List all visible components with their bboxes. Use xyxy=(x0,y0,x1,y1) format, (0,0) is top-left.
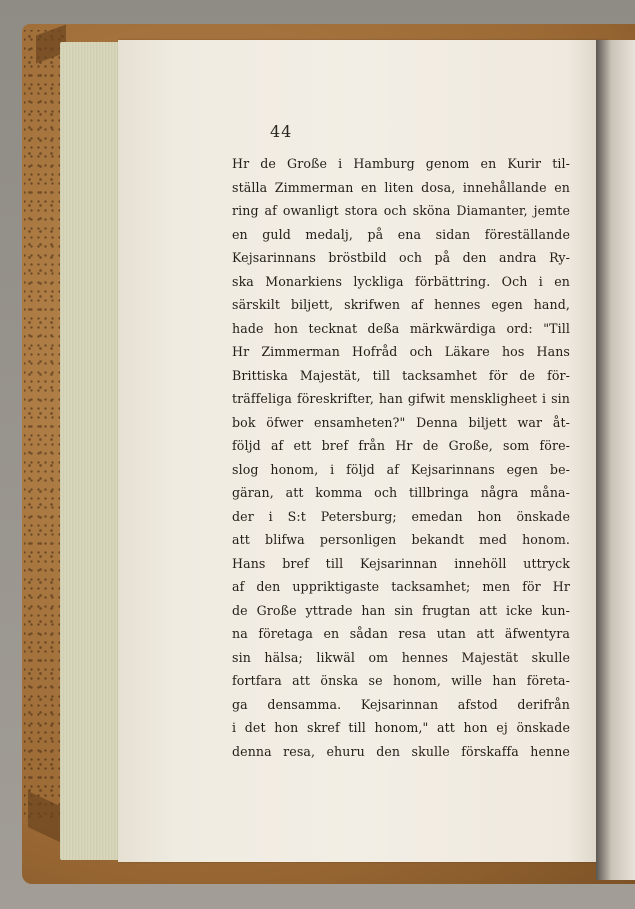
text-line: Brittiska Majestät, till tacksamhet för de för- xyxy=(232,367,570,383)
text-line: gäran, att komma och tillbringa några måna- xyxy=(232,485,570,500)
page-number: 44 xyxy=(270,122,293,141)
text-line: na företaga en sådan resa utan att äfwentyra xyxy=(232,626,570,641)
text-line: särskilt biljett, skrifwen af hennes egen hand, xyxy=(232,297,570,312)
text-line: ska Monarkiens lyckliga förbättring. Och i en xyxy=(232,273,570,289)
text-line: ring af owanligt stora och sköna Diamanter, jemte xyxy=(232,203,570,218)
page-edges xyxy=(60,42,122,860)
text-line: en guld medalj, på ena sidan föreställande xyxy=(232,226,570,242)
text-line: fortfara att önska se honom, wille han företa- xyxy=(232,673,570,688)
body-text xyxy=(232,152,570,763)
text-line: de Große yttrade han sin frugtan att icke kun- xyxy=(232,602,570,618)
text-line: Hr de Große i Hamburg genom en Kurir til- xyxy=(232,156,570,171)
text-line: ga densamma. Kejsarinnan afstod derifrån xyxy=(232,696,570,712)
text-line: Hr Zimmerman Hofråd och Läkare hos Hans xyxy=(232,344,570,359)
text-line: slog honom, i följd af Kejsarinnans egen be- xyxy=(232,461,570,477)
text-line: följd af ett bref från Hr de Große, som före- xyxy=(232,438,570,453)
text-line: bok öfwer ensamheten?" Denna biljett war åt- xyxy=(232,414,570,430)
cover-marbling xyxy=(24,30,64,820)
text-line: att blifwa personligen bekandt med honom. xyxy=(232,532,570,547)
text-line: af den uppriktigaste tacksamhet; men för Hr xyxy=(232,579,570,594)
text-line: der i S:t Petersburg; emedan hon önskade xyxy=(232,508,570,524)
text-line: denna resa, ehuru den skulle förskaffa henne xyxy=(232,743,570,759)
book-gutter xyxy=(596,40,635,880)
text-line: Hans bref till Kejsarinnan innehöll uttryck xyxy=(232,555,570,571)
text-line: Kejsarinnans bröstbild och på den andra Ry- xyxy=(232,250,570,265)
text-line: ställa Zimmerman en liten dosa, innehållande en xyxy=(232,179,570,195)
text-line: sin hälsa; likwäl om hennes Majestät skulle xyxy=(232,649,570,665)
text-line: träffeliga föreskrifter, han gifwit menskligheet i sin xyxy=(232,391,570,406)
text-line: hade hon tecknat deßa märkwärdiga ord: "Till xyxy=(232,320,570,336)
text-line: i det hon skref till honom," att hon ej önskade xyxy=(232,720,570,735)
